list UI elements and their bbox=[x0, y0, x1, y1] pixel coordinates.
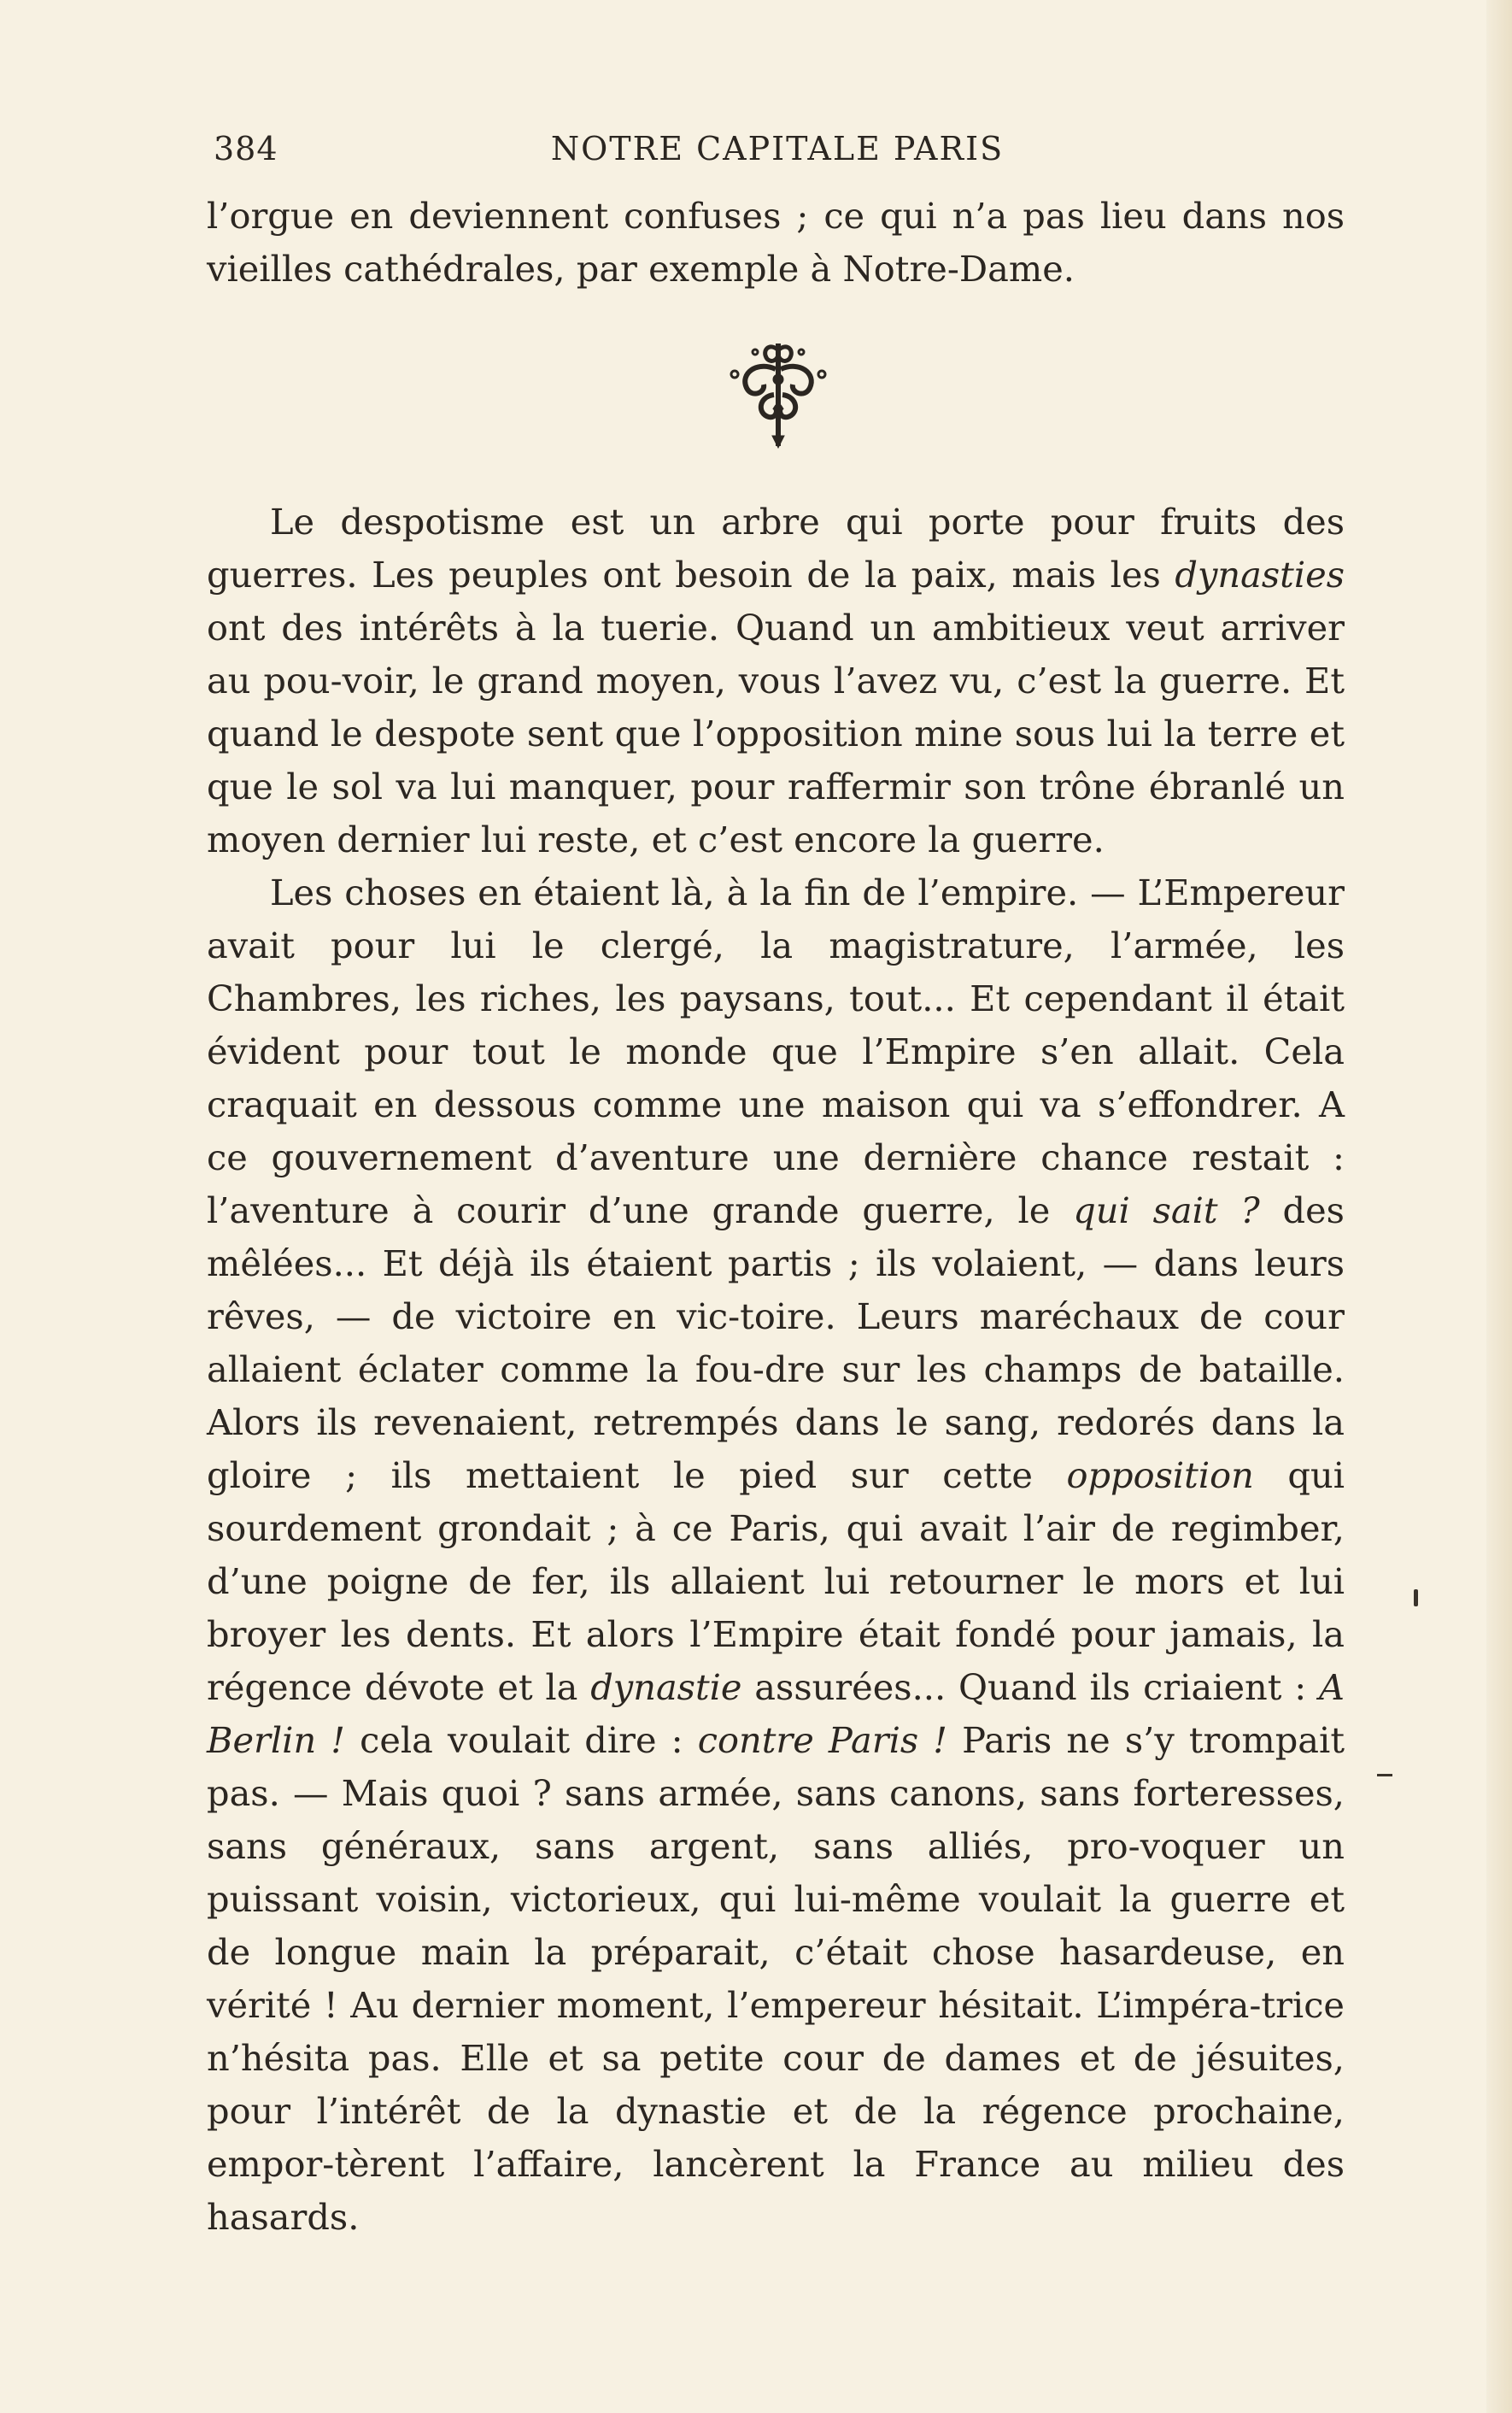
paragraph2-italic-contre-paris: contre Paris ! bbox=[697, 1719, 947, 1761]
paragraph1-text-a: Le despotisme est un arbre qui porte pour fruits des guerres. Les peuples ont besoin de la paix, mais les bbox=[207, 501, 1345, 596]
paragraph2-italic-a-berlin: A Berlin ! bbox=[207, 1666, 1345, 1761]
body-text bbox=[207, 496, 1345, 2244]
paragraph1-text-c: ont des intérêts à la tuerie. Quand un ambitieux veut arriver au pou-voir, le grand moyen, vous l’avez vu, c’est la guerre. Et quand le despote sent que l’opposition mine sous lui la terre et que le sol va lui manquer, pour raffermir son trône ébranlé un moyen dernier lui reste, et c’est encore la guerre. bbox=[207, 607, 1345, 860]
paragraph2-italic-dynastie: dynastie bbox=[590, 1666, 742, 1708]
page-number: 384 bbox=[214, 130, 278, 167]
page-edge bbox=[1486, 0, 1512, 2413]
paragraph2-text-09: cela voulait dire : bbox=[344, 1719, 698, 1761]
paragraph2-italic-opposition: opposition bbox=[1066, 1454, 1254, 1496]
paragraph2-text-11: Paris ne s’y trompait pas. — Mais quoi ? sans armée, sans canons, sans forteresses, sans généraux, sans argent, sans alliés, pro-voquer un puissant voisin, victorieux, qui lui-même voulait la guerre et de longue main la préparait, c’était chose hasardeuse, en vérité ! Au dernier moment, l’empereur hésitait. L’impéra-trice n’hésita pas. Elle et sa petite cour de dames et de jésuites, pour l’intérêt de la dynastie et de la régence prochaine, empor-tèrent l’affaire, lancèrent la France au milieu des hasards. bbox=[207, 1719, 1345, 2238]
fleuron-icon bbox=[723, 335, 834, 455]
paragraph2-text-07: assurées... Quand ils criaient : bbox=[741, 1666, 1319, 1708]
paragraph2-text-01: Les choses en étaient là, à la fin de l’empire. — L’Empereur avait pour lui le clergé, la magistrature, l’armée, les Chambres, les riches, les paysans, tout... Et cependant il était évident pour tout le monde que l’Empire s’en allait. Cela craquait en dessous comme une maison qui va s’effondrer. A ce gouvernement d’aventure une dernière chance restait : l’aventure à courir d’une grande guerre, le bbox=[207, 872, 1345, 1231]
paragraph-empire bbox=[207, 866, 1345, 2244]
continuation-text bbox=[207, 190, 1345, 296]
paper-mark bbox=[1377, 1774, 1394, 1779]
running-header bbox=[214, 120, 1341, 171]
running-title: NOTRE CAPITALE PARIS bbox=[550, 130, 1005, 167]
paragraph2-text-05: qui sourdement grondait ; à ce Paris, qui avait l’air de regimber, d’une poigne de fer, ils allaient lui retourner le mors et lui broyer les dents. Et alors l’Empire était fondé pour jamais, la régence dévote et la bbox=[207, 1454, 1345, 1708]
paragraph1-italic-dynasties: dynasties bbox=[1175, 554, 1345, 596]
continuation-paragraph: l’orgue en deviennent confuses ; ce qui n’a pas lieu dans nos vieilles cathédrales, par exemple à Notre-Dame. bbox=[207, 195, 1345, 290]
paragraph2-italic-qui-sait: qui sait ? bbox=[1073, 1189, 1260, 1231]
paper-specks bbox=[1414, 1589, 1424, 1613]
paragraph-despotisme bbox=[207, 496, 1345, 866]
paragraph2-text-03: des mêlées... Et déjà ils étaient partis ; ils volaient, — dans leurs rêves, — de victoire en vic-toire. Leurs maréchaux de cour allaient éclater comme la fou-dre sur les champs de bataille. Alors ils revenaient, retrempés dans le sang, redorés dans la gloire ; ils mettaient le pied sur cette bbox=[207, 1189, 1345, 1496]
